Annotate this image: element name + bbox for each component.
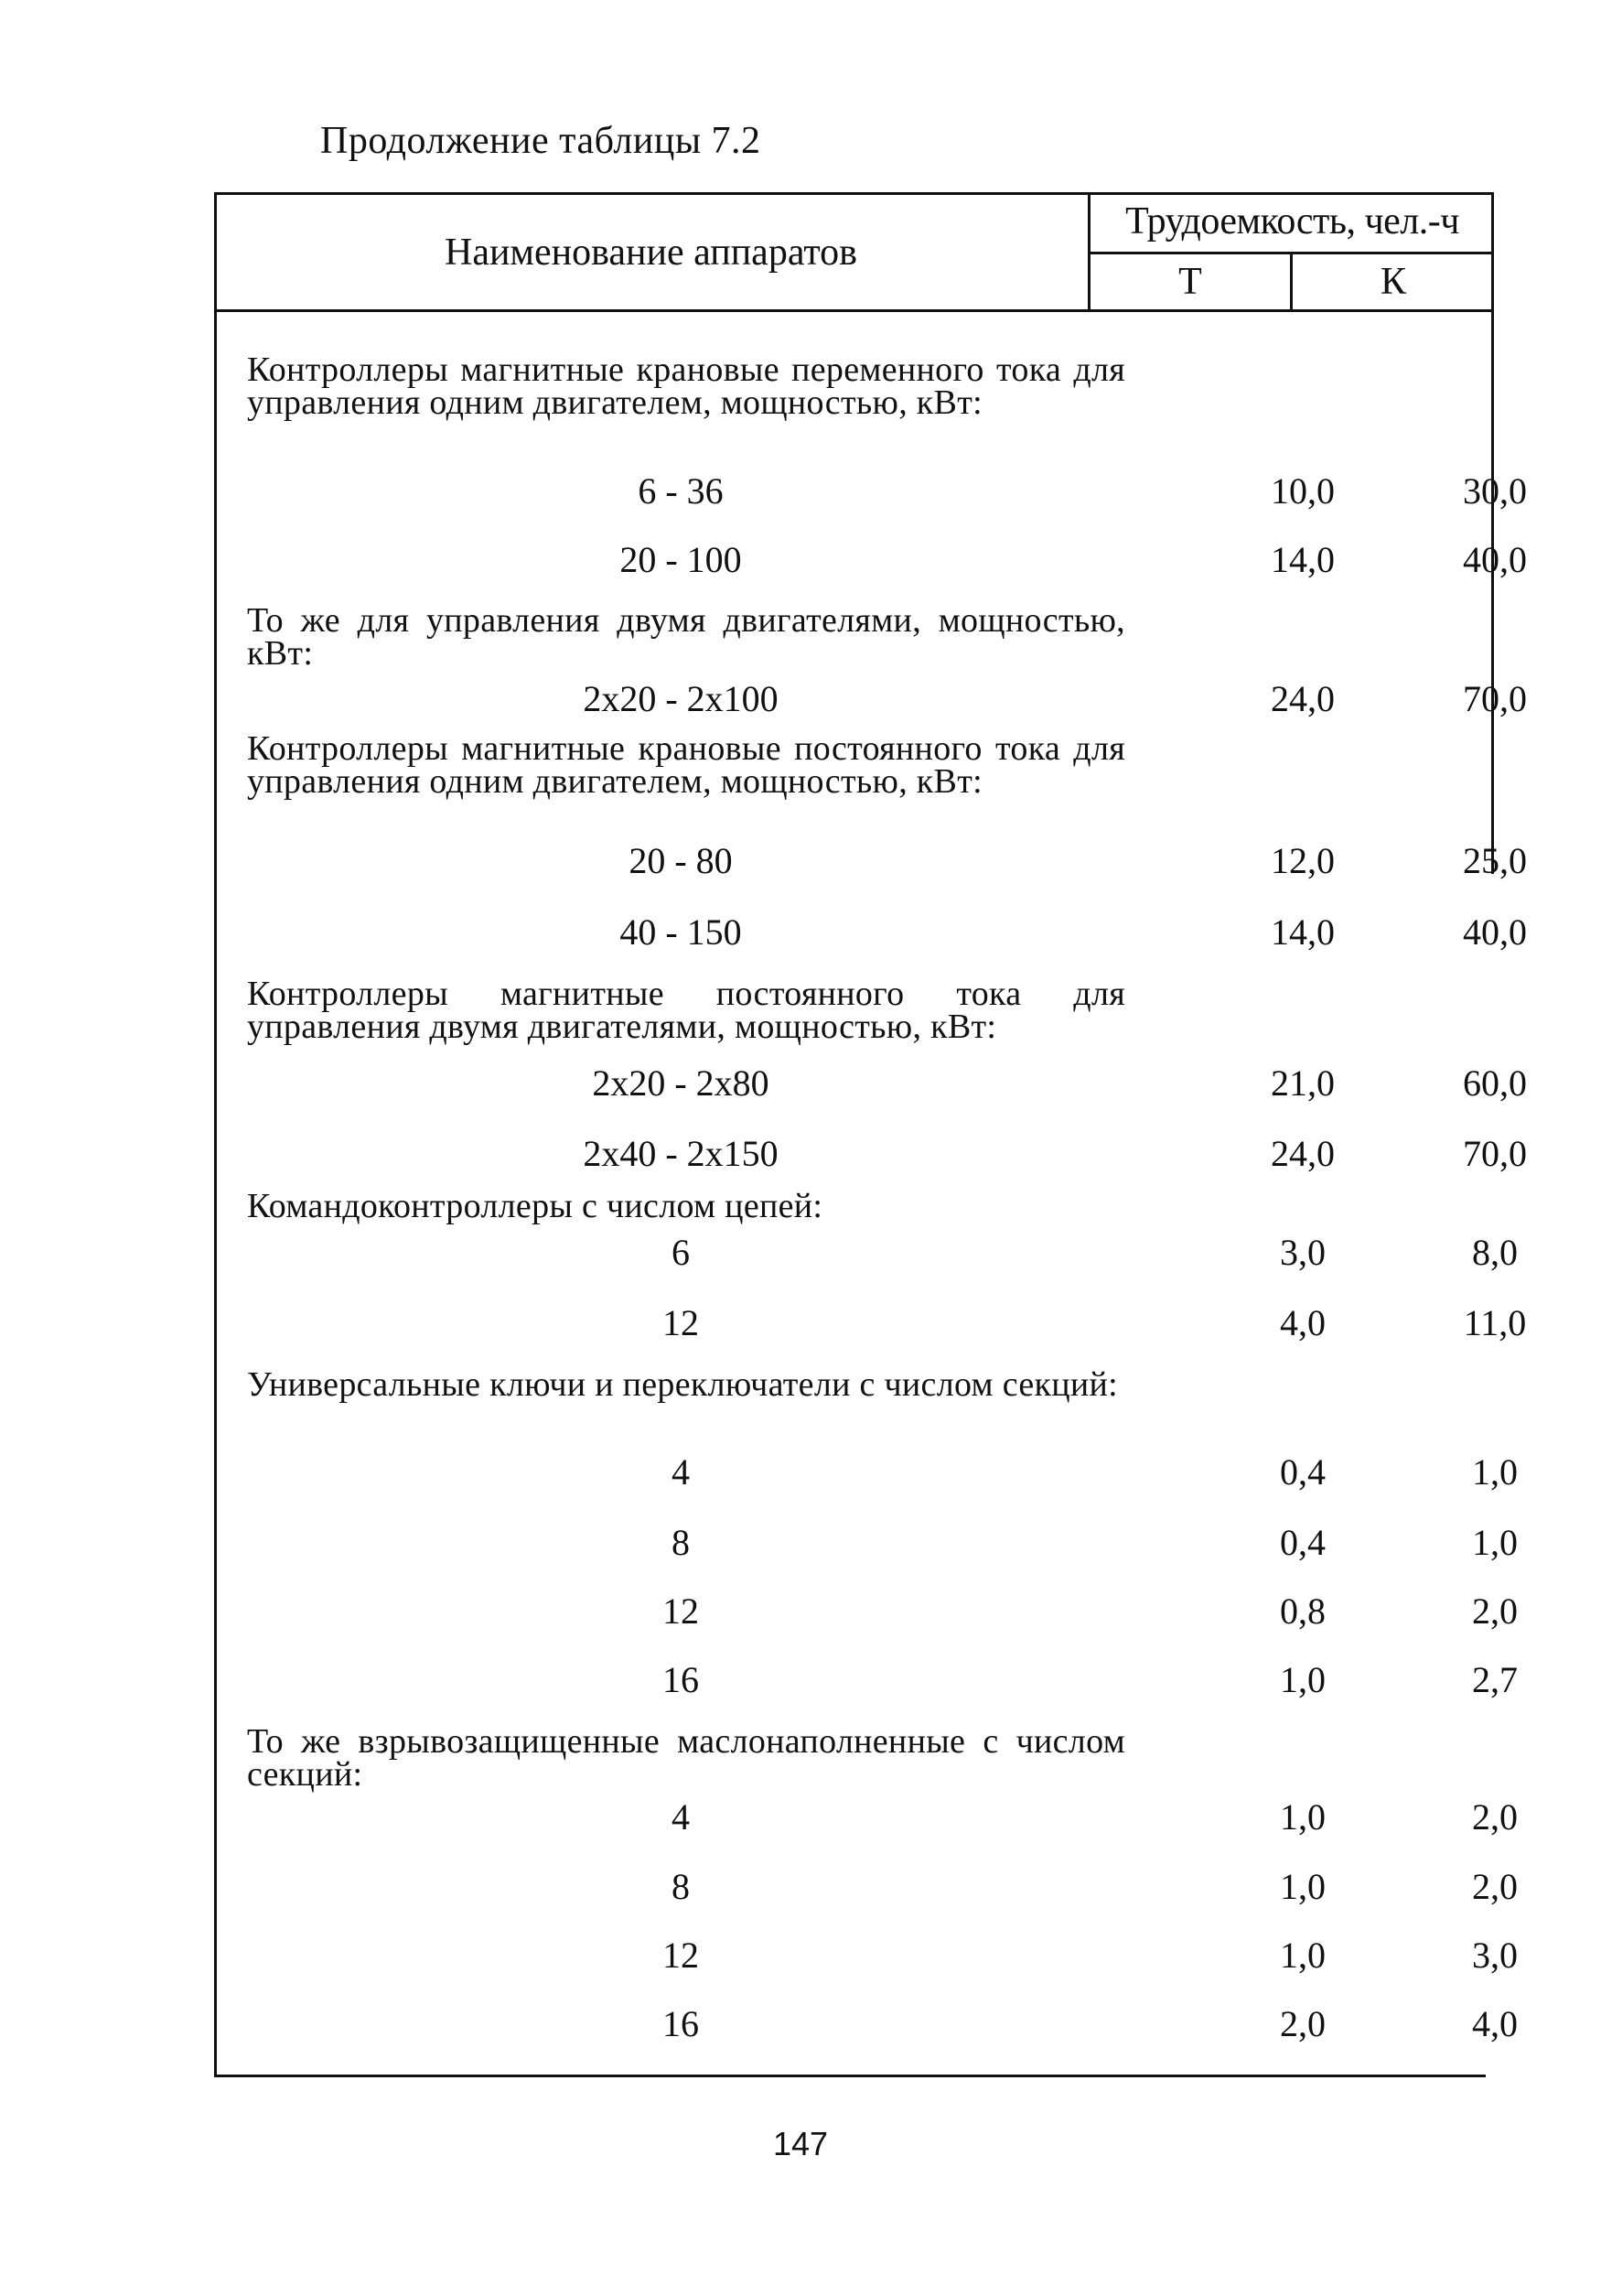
row-parameter: 2x20 - 2x80 [592,1062,769,1104]
row-parameter: 2x20 - 2x100 [583,678,779,719]
row-parameter: 6 [672,1232,690,1273]
row-parameter: 12 [662,1935,699,1976]
row-parameter: 20 - 80 [629,840,733,881]
row-k-value: 4,0 [1472,2003,1518,2044]
row-k-value: 60,0 [1463,1062,1527,1104]
table-left-border [214,192,217,2077]
row-t-value: 0,4 [1280,1522,1326,1563]
row-parameter: 6 - 36 [638,470,724,512]
row-k-value: 8,0 [1472,1232,1518,1273]
row-k-value: 2,0 [1472,1866,1518,1907]
row-parameter: 12 [662,1590,699,1632]
row-parameter: 8 [672,1866,690,1907]
group-title: Контроллеры магнитные крановые переменного тока для управления одним двигателем, мощностью, кВт: [247,350,1125,422]
row-k-value: 1,0 [1472,1522,1518,1563]
row-k-value: 2,0 [1472,1590,1518,1632]
table-bottom-border [214,2075,1486,2077]
row-parameter: 8 [672,1522,690,1563]
header-labor-column: Трудоемкость, чел.-ч [1125,200,1459,243]
group-title: Командоконтроллеры с числом цепей: [247,1187,823,1225]
row-parameter: 2x40 - 2x150 [583,1133,779,1174]
row-k-value: 2,7 [1472,1659,1518,1700]
group-title: Универсальные ключи и переключатели с числом секций: [247,1365,1119,1404]
header-k-column: К [1380,261,1406,303]
row-t-value: 12,0 [1271,840,1335,881]
row-parameter: 4 [672,1796,690,1838]
row-t-value: 14,0 [1271,539,1335,580]
header-t-column: Т [1178,261,1202,303]
group-title: Контроллеры магнитные постоянного тока для управления двумя двигателями, мощностью, кВт: [247,975,1125,1046]
row-parameter: 20 - 100 [619,539,742,580]
group-title: То же для управления двумя двигателями, мощностью, кВт: [247,601,1125,673]
row-parameter: 16 [662,1659,699,1700]
row-t-value: 14,0 [1271,911,1335,953]
row-t-value: 4,0 [1280,1302,1326,1343]
row-t-value: 1,0 [1280,1796,1326,1838]
group-title: Контроллеры магнитные крановые постоянного тока для управления одним двигателем, мощностью, кВт: [247,729,1125,801]
row-t-value: 3,0 [1280,1232,1326,1273]
labor-table [214,192,1527,2077]
row-k-value: 40,0 [1463,539,1527,580]
row-k-value: 70,0 [1463,1133,1527,1174]
row-k-value: 1,0 [1472,1451,1518,1493]
table-caption: Продолжение таблицы 7.2 [320,120,761,162]
row-k-value: 70,0 [1463,678,1527,719]
page-number: 147 [772,2125,829,2162]
row-parameter: 4 [672,1451,690,1493]
row-k-value: 3,0 [1472,1935,1518,1976]
row-parameter: 12 [662,1302,699,1343]
row-k-value: 25,0 [1463,840,1527,881]
row-t-value: 24,0 [1271,678,1335,719]
row-parameter: 16 [662,2003,699,2044]
row-t-value: 2,0 [1280,2003,1326,2044]
row-t-value: 1,0 [1280,1866,1326,1907]
group-title: То же взрывозащищенные маслонаполненные с числом секций: [247,1722,1125,1794]
row-k-value: 11,0 [1463,1302,1527,1343]
row-t-value: 1,0 [1280,1659,1326,1700]
row-t-value: 10,0 [1271,470,1335,512]
row-t-value: 0,4 [1280,1451,1326,1493]
row-parameter: 40 - 150 [619,911,742,953]
table-top-border [214,192,1494,195]
header-bottom-border [214,309,1494,312]
row-t-value: 21,0 [1271,1062,1335,1104]
row-t-value: 0,8 [1280,1590,1326,1632]
row-k-value: 2,0 [1472,1796,1518,1838]
row-k-value: 40,0 [1463,911,1527,953]
row-k-value: 30,0 [1463,470,1527,512]
row-t-value: 24,0 [1271,1133,1335,1174]
header-name-column: Наименование аппаратов [444,232,858,274]
row-t-value: 1,0 [1280,1935,1326,1976]
